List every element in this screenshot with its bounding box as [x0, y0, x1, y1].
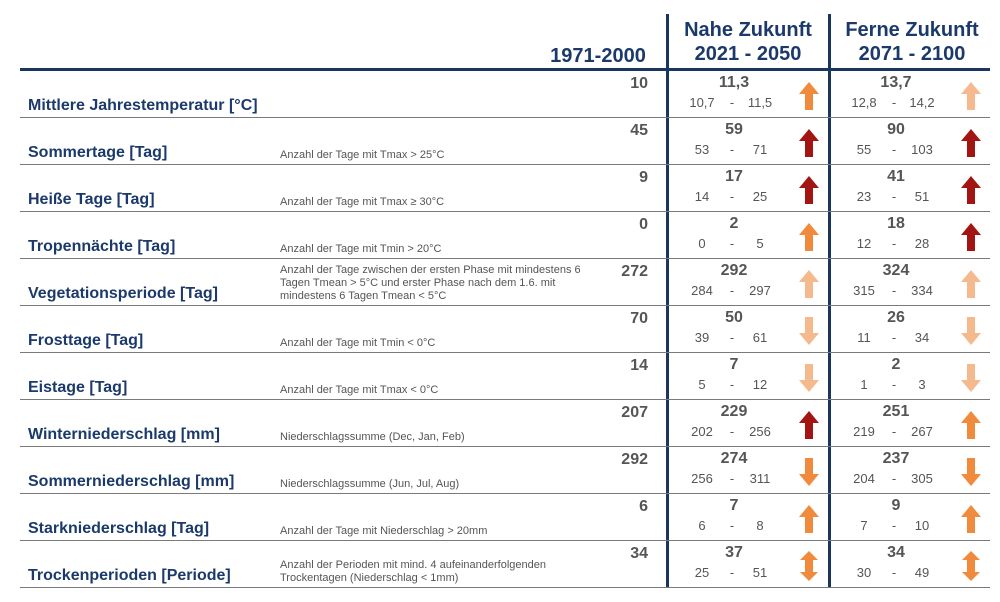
arrow-up-icon — [798, 222, 820, 252]
near-range-high: 5 — [756, 236, 764, 251]
near-mean-value: 59 — [725, 121, 743, 138]
near-mean-value: 7 — [729, 356, 739, 373]
indicator-label: Sommertage [Tag] — [28, 144, 168, 161]
far-range-high: 103 — [911, 142, 933, 157]
far-range-high: 49 — [914, 565, 930, 580]
far-range-high: 34 — [914, 330, 930, 345]
near-range-high: 61 — [752, 330, 768, 345]
near-range-dash: - — [729, 424, 735, 439]
far-range-high: 28 — [914, 236, 930, 251]
indicator-label: Heiße Tage [Tag] — [28, 191, 155, 208]
far-range-high: 14,2 — [909, 95, 935, 110]
far-mean-value: 26 — [887, 309, 905, 326]
indicator-label: Trockenperioden [Periode] — [28, 567, 231, 584]
near-range-dash: - — [729, 142, 735, 157]
near-range-high: 11,5 — [747, 95, 773, 110]
table-row — [20, 118, 990, 165]
arrow-up-icon — [960, 81, 982, 111]
indicator-label: Frosttage [Tag] — [28, 332, 144, 349]
near-range-dash: - — [729, 518, 735, 533]
near-range-low: 202 — [691, 424, 713, 439]
far-range-dash: - — [891, 518, 897, 533]
arrow-up-icon — [960, 269, 982, 299]
baseline-value: 207 — [621, 404, 648, 421]
far-range-dash: - — [891, 424, 897, 439]
indicator-description: Niederschlagssumme (Dec, Jan, Feb) — [280, 431, 465, 443]
near-range-dash: - — [729, 236, 735, 251]
near-mean-value: 11,3 — [718, 74, 750, 91]
far-range-high: 267 — [911, 424, 933, 439]
indicator-description: Anzahl der Tage zwischen der ersten Phase mit mindestens 6 Tagen Tmean > 5°C und erster Phase nach dem 1.6. mit mindestens 6 Tagen Tmean < 5°C — [280, 264, 581, 302]
near-range-dash: - — [729, 95, 735, 110]
header-base-period: 1971-2000 — [550, 45, 646, 67]
arrow-up-icon — [798, 128, 820, 158]
far-range-high: 334 — [911, 283, 933, 298]
arrow-down-icon — [960, 316, 982, 346]
arrow-up-icon — [798, 504, 820, 534]
baseline-value: 9 — [639, 169, 648, 186]
indicator-description: Anzahl der Tage mit Tmax ≥ 30°C — [280, 196, 445, 208]
far-range-low: 11 — [857, 330, 871, 345]
arrow-up-icon — [960, 410, 982, 440]
near-range-dash: - — [729, 189, 735, 204]
table-row — [20, 71, 990, 118]
near-range-dash: - — [729, 471, 735, 486]
baseline-value: 272 — [621, 263, 648, 280]
near-range-low: 53 — [694, 142, 710, 157]
header-far-title: Ferne Zukunft — [845, 19, 979, 41]
near-mean-value: 37 — [725, 544, 743, 561]
near-range-low: 6 — [698, 518, 706, 533]
table-row — [20, 306, 990, 353]
near-range-low: 0 — [698, 236, 706, 251]
baseline-value: 10 — [630, 75, 648, 92]
near-range-low: 256 — [691, 471, 713, 486]
arrow-down-icon — [960, 457, 982, 487]
arrow-up-icon — [960, 504, 982, 534]
far-range-high: 3 — [918, 377, 926, 392]
arrow-down-icon — [960, 363, 982, 393]
indicator-label: Eistage [Tag] — [28, 379, 128, 396]
indicator-description: Anzahl der Tage mit Tmin < 0°C — [280, 337, 436, 349]
near-range-high: 71 — [752, 142, 768, 157]
far-range-low: 1 — [860, 377, 868, 392]
table-row — [20, 212, 990, 259]
far-mean-value: 237 — [882, 450, 910, 467]
far-mean-value: 90 — [887, 121, 905, 138]
indicator-description: Niederschlagssumme (Jun, Jul, Aug) — [280, 478, 460, 490]
far-range-high: 51 — [914, 189, 930, 204]
near-range-dash: - — [729, 283, 735, 298]
arrow-down-icon — [798, 316, 820, 346]
arrow-up-icon — [798, 269, 820, 299]
table-row — [20, 353, 990, 400]
near-range-high: 8 — [756, 518, 764, 533]
indicator-description: Anzahl der Perioden mit mind. 4 aufeinanderfolgenden Trockentagen (Niederschlag < 1mm) — [280, 559, 547, 584]
far-range-low: 204 — [853, 471, 875, 486]
far-range-dash: - — [891, 95, 897, 110]
near-mean-value: 17 — [725, 168, 743, 185]
arrow-up-icon — [960, 222, 982, 252]
far-range-dash: - — [891, 189, 897, 204]
far-range-dash: - — [891, 330, 897, 345]
near-mean-value: 229 — [720, 403, 748, 420]
near-range-high: 256 — [749, 424, 771, 439]
far-mean-value: 18 — [887, 215, 905, 232]
baseline-value: 292 — [621, 451, 648, 468]
near-mean-value: 274 — [720, 450, 748, 467]
table-row — [20, 165, 990, 212]
header-far-period: 2071 - 2100 — [858, 43, 966, 65]
table-row — [20, 541, 990, 588]
baseline-value: 0 — [639, 216, 648, 233]
far-range-dash: - — [891, 471, 897, 486]
arrow-up-icon — [960, 128, 982, 158]
indicator-label: Tropennächte [Tag] — [28, 238, 176, 255]
far-range-low: 55 — [856, 142, 872, 157]
table-row — [20, 494, 990, 541]
baseline-value: 34 — [630, 545, 648, 562]
far-range-dash: - — [891, 142, 897, 157]
near-mean-value: 7 — [729, 497, 739, 514]
near-range-high: 12 — [752, 377, 768, 392]
near-mean-value: 292 — [720, 262, 748, 279]
arrow-down-icon — [798, 457, 820, 487]
indicator-label: Mittlere Jahrestemperatur [°C] — [28, 97, 258, 114]
far-range-low: 315 — [853, 283, 875, 298]
far-range-high: 305 — [911, 471, 933, 486]
far-range-dash: - — [891, 283, 897, 298]
near-range-dash: - — [729, 377, 735, 392]
near-range-low: 284 — [691, 283, 713, 298]
table-row — [20, 259, 990, 306]
near-range-dash: - — [729, 330, 735, 345]
header-near-period: 2021 - 2050 — [694, 43, 802, 65]
far-range-low: 219 — [853, 424, 875, 439]
far-range-low: 23 — [856, 189, 872, 204]
near-mean-value: 2 — [729, 215, 739, 232]
far-range-low: 7 — [860, 518, 868, 533]
indicator-label: Vegetationsperiode [Tag] — [28, 285, 218, 302]
indicator-description: Anzahl der Tage mit Tmax > 25°C — [280, 149, 445, 161]
indicator-description: Anzahl der Tage mit Tmax < 0°C — [280, 384, 439, 396]
indicator-description: Anzahl der Tage mit Tmin > 20°C — [280, 243, 442, 255]
far-mean-value: 9 — [891, 497, 901, 514]
near-range-low: 10,7 — [689, 95, 715, 110]
arrow-up-icon — [960, 175, 982, 205]
far-range-dash: - — [891, 565, 897, 580]
far-mean-value: 251 — [882, 403, 910, 420]
arrow-up-icon — [798, 410, 820, 440]
near-range-low: 5 — [698, 377, 706, 392]
far-range-low: 12 — [856, 236, 872, 251]
far-mean-value: 34 — [887, 544, 905, 561]
far-mean-value: 41 — [887, 168, 905, 185]
far-mean-value: 324 — [882, 262, 910, 279]
baseline-value: 14 — [630, 357, 648, 374]
arrow-up-icon — [798, 175, 820, 205]
far-range-dash: - — [891, 377, 897, 392]
table-row — [20, 400, 990, 447]
near-range-high: 311 — [749, 471, 771, 486]
arrow-updown-icon — [798, 551, 820, 581]
near-mean-value: 50 — [725, 309, 743, 326]
far-range-high: 10 — [914, 518, 930, 533]
header-near-title: Nahe Zukunft — [684, 19, 812, 41]
near-range-low: 39 — [694, 330, 710, 345]
far-range-low: 30 — [856, 565, 872, 580]
arrow-updown-icon — [960, 551, 982, 581]
arrow-up-icon — [798, 81, 820, 111]
indicator-label: Sommerniederschlag [mm] — [28, 473, 235, 490]
table-row — [20, 447, 990, 494]
far-mean-value: 13,7 — [880, 74, 912, 91]
near-range-low: 25 — [694, 565, 710, 580]
far-range-dash: - — [891, 236, 897, 251]
near-range-high: 25 — [752, 189, 768, 204]
near-range-dash: - — [729, 565, 735, 580]
baseline-value: 45 — [630, 122, 648, 139]
near-range-low: 14 — [694, 189, 710, 204]
baseline-value: 70 — [630, 310, 648, 327]
near-range-high: 51 — [752, 565, 768, 580]
far-mean-value: 2 — [891, 356, 901, 373]
baseline-value: 6 — [639, 498, 648, 515]
indicator-label: Starkniederschlag [Tag] — [28, 520, 210, 537]
far-range-low: 12,8 — [851, 95, 877, 110]
near-range-high: 297 — [749, 283, 771, 298]
arrow-down-icon — [798, 363, 820, 393]
indicator-label: Winterniederschlag [mm] — [28, 426, 220, 443]
indicator-description: Anzahl der Tage mit Niederschlag > 20mm — [280, 525, 488, 537]
